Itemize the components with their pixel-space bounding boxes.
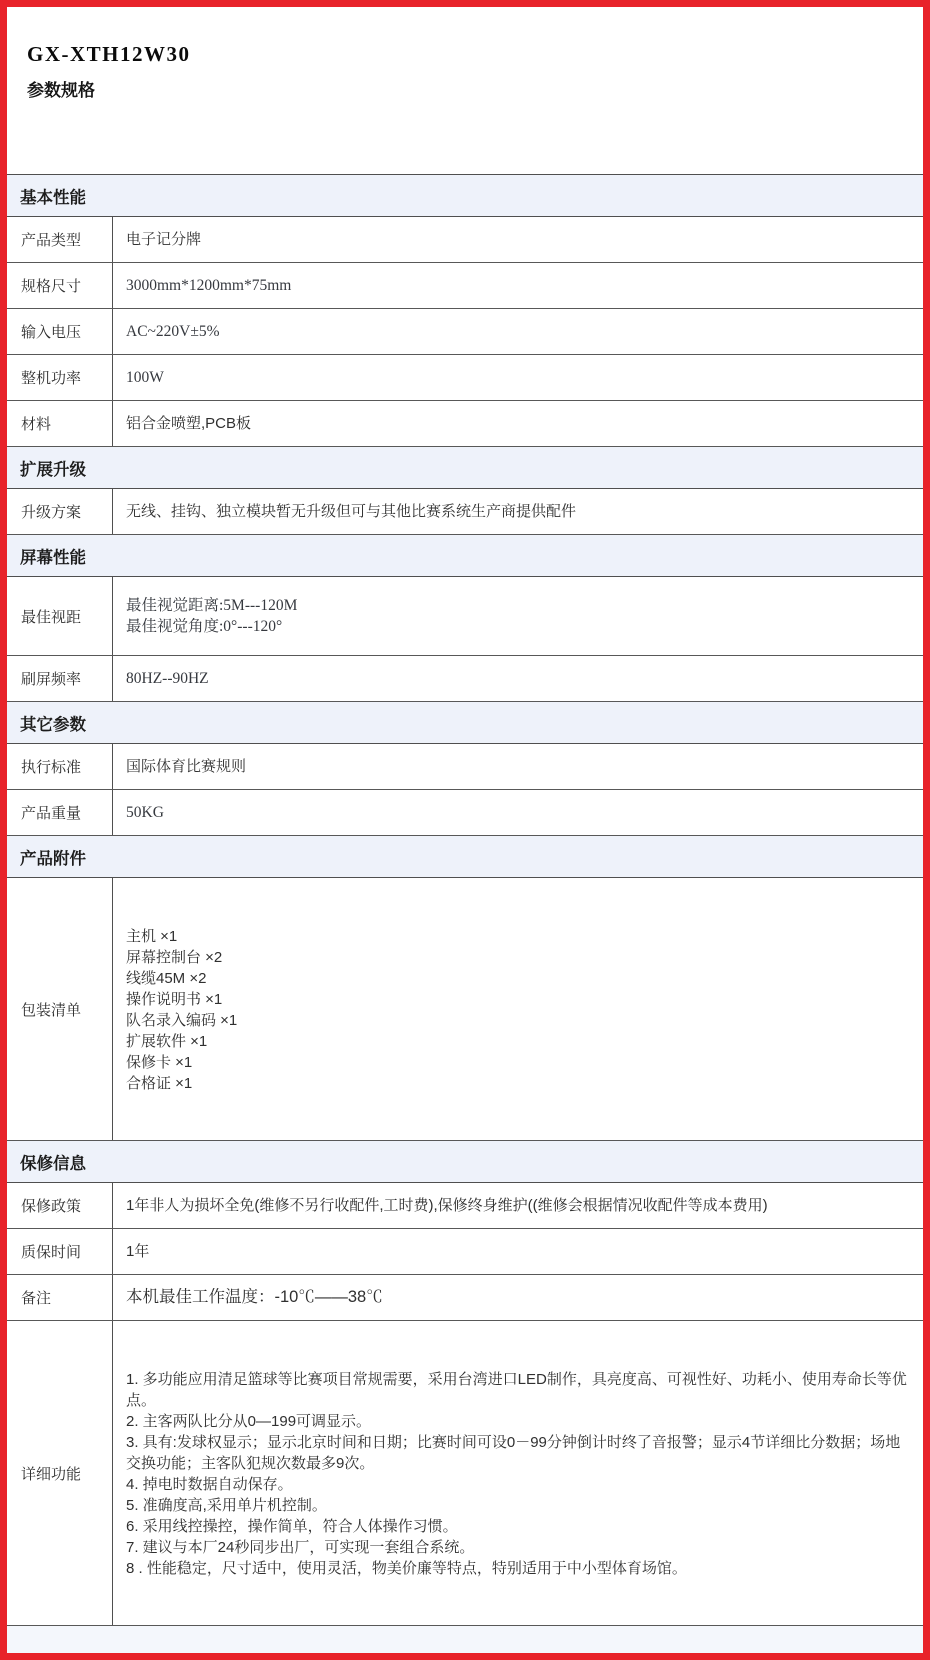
spec-label: 产品类型: [7, 217, 113, 262]
spec-value-line: 操作说明书 ×1: [126, 991, 223, 1008]
section-header: [7, 175, 923, 217]
spec-label: 执行标准: [7, 744, 113, 789]
spec-label: 备注: [7, 1275, 113, 1320]
spec-value-line: 7. 建议与本厂24秒同步出厂，可实现一套组合系统。: [126, 1539, 475, 1556]
spec-row: [7, 1229, 923, 1275]
spec-table: [7, 174, 923, 1626]
spec-row: [7, 309, 923, 355]
spec-row: [7, 355, 923, 401]
section-title: 基本性能: [20, 188, 86, 207]
spec-row: [7, 401, 923, 447]
spec-row: [7, 577, 923, 656]
spec-label: 规格尺寸: [7, 263, 113, 308]
product-model: GX-XTH12W30: [27, 42, 191, 66]
spec-value-line: 3000mm*1200mm*75mm: [126, 277, 292, 294]
spec-value: [113, 489, 923, 534]
spec-value-line: 4. 掉电时数据自动保存。: [126, 1476, 293, 1493]
spec-value: [113, 1321, 923, 1625]
spec-value-line: 线缆45M ×2: [126, 970, 207, 987]
spec-value: [113, 217, 923, 262]
spec-value-line: 1. 多功能应用清足篮球等比赛项目常规需要，采用台湾进口LED制作，具亮度高、可视性好、功耗小、使用寿命长等优点。: [126, 1371, 907, 1409]
section-header: [7, 535, 923, 577]
spec-value-line: 50KG: [126, 804, 164, 821]
spec-row: [7, 1183, 923, 1229]
spec-label: 最佳视距: [7, 577, 113, 655]
spec-value-line: AC~220V±5%: [126, 323, 220, 340]
spec-value-line: 1年非人为损坏全免(维修不另行收配件,工时费),保修终身维护((维修会根据情况收配件等成本费用): [126, 1197, 768, 1214]
spec-label: 升级方案: [7, 489, 113, 534]
spec-value-line: 合格证 ×1: [126, 1075, 193, 1092]
section-title: 保修信息: [20, 1154, 86, 1173]
spec-value-line: 本机最佳工作温度：-10℃——38℃: [126, 1288, 383, 1306]
spec-value-line: 6. 采用线控操控，操作简单，符合人体操作习惯。: [126, 1518, 458, 1535]
spec-label: 质保时间: [7, 1229, 113, 1274]
section-title: 屏幕性能: [20, 548, 86, 567]
spec-value-line: 扩展软件 ×1: [126, 1033, 208, 1050]
spec-row: [7, 656, 923, 702]
spec-row: [7, 790, 923, 836]
spec-value-line: 3. 具有:发球权显示；显示北京时间和日期；比赛时间可设0－99分钟倒计时终了音报警；显示4节详细比分数据；场地交换功能；主客队犯规次数最多9次。: [126, 1434, 901, 1472]
spec-value: [113, 401, 923, 446]
section-header: [7, 1141, 923, 1183]
spec-label: 包装清单: [7, 878, 113, 1140]
section-header: [7, 702, 923, 744]
spec-value-line: 铝合金喷塑,PCB板: [126, 415, 252, 432]
spec-value: [113, 355, 923, 400]
spec-value-line: 最佳视觉距离:5M---120M: [126, 597, 298, 614]
spec-value-line: 最佳视觉角度:0°---120°: [126, 618, 283, 635]
spec-value-line: 队名录入编码 ×1: [126, 1012, 238, 1029]
spec-value-line: 无线、挂钩、独立模块暂无升级但可与其他比赛系统生产商提供配件: [126, 503, 577, 520]
spec-value: [113, 790, 923, 835]
spec-row: [7, 263, 923, 309]
spec-row: [7, 878, 923, 1141]
section-title: 其它参数: [20, 715, 86, 734]
footer-strip: [7, 1626, 923, 1656]
section-header: [7, 447, 923, 489]
section-title: 扩展升级: [20, 460, 86, 479]
page-title: 参数规格: [27, 81, 95, 100]
spec-value: [113, 263, 923, 308]
spec-value-line: 8 . 性能稳定，尺寸适中，使用灵活，物美价廉等特点，特别适用于中小型体育场馆。: [126, 1560, 687, 1577]
spec-label: 保修政策: [7, 1183, 113, 1228]
spec-value-line: 100W: [126, 369, 164, 386]
spec-value: [113, 1229, 923, 1274]
spec-value: [113, 656, 923, 701]
spec-value: [113, 744, 923, 789]
spec-value-line: 屏幕控制台 ×2: [126, 949, 223, 966]
spec-value: [113, 878, 923, 1140]
spec-row: [7, 489, 923, 535]
spec-label: 材料: [7, 401, 113, 446]
spec-label: 输入电压: [7, 309, 113, 354]
spec-value-line: 2. 主客两队比分从0—199可调显示。: [126, 1413, 372, 1430]
section-title: 产品附件: [20, 849, 86, 868]
spec-value-line: 国际体育比赛规则: [126, 758, 247, 775]
spec-value-line: 5. 准确度高,采用单片机控制。: [126, 1497, 327, 1514]
spec-value-line: 主机 ×1: [126, 928, 178, 945]
spec-value: [113, 577, 923, 655]
spec-value-line: 80HZ--90HZ: [126, 670, 209, 687]
spec-row: [7, 744, 923, 790]
spec-label: 刷屏频率: [7, 656, 113, 701]
spec-value: [113, 309, 923, 354]
section-header: [7, 836, 923, 878]
spec-value-line: 电子记分牌: [126, 231, 202, 248]
spec-label: 整机功率: [7, 355, 113, 400]
title-block: [7, 7, 923, 102]
spec-row: [7, 217, 923, 263]
spec-value: [113, 1183, 923, 1228]
spec-label: 产品重量: [7, 790, 113, 835]
spec-row: [7, 1275, 923, 1321]
spec-value: [113, 1275, 923, 1320]
spec-value-line: 保修卡 ×1: [126, 1054, 193, 1071]
spec-label: 详细功能: [7, 1321, 113, 1625]
spec-value-line: 1年: [126, 1243, 150, 1260]
spec-row: [7, 1321, 923, 1626]
